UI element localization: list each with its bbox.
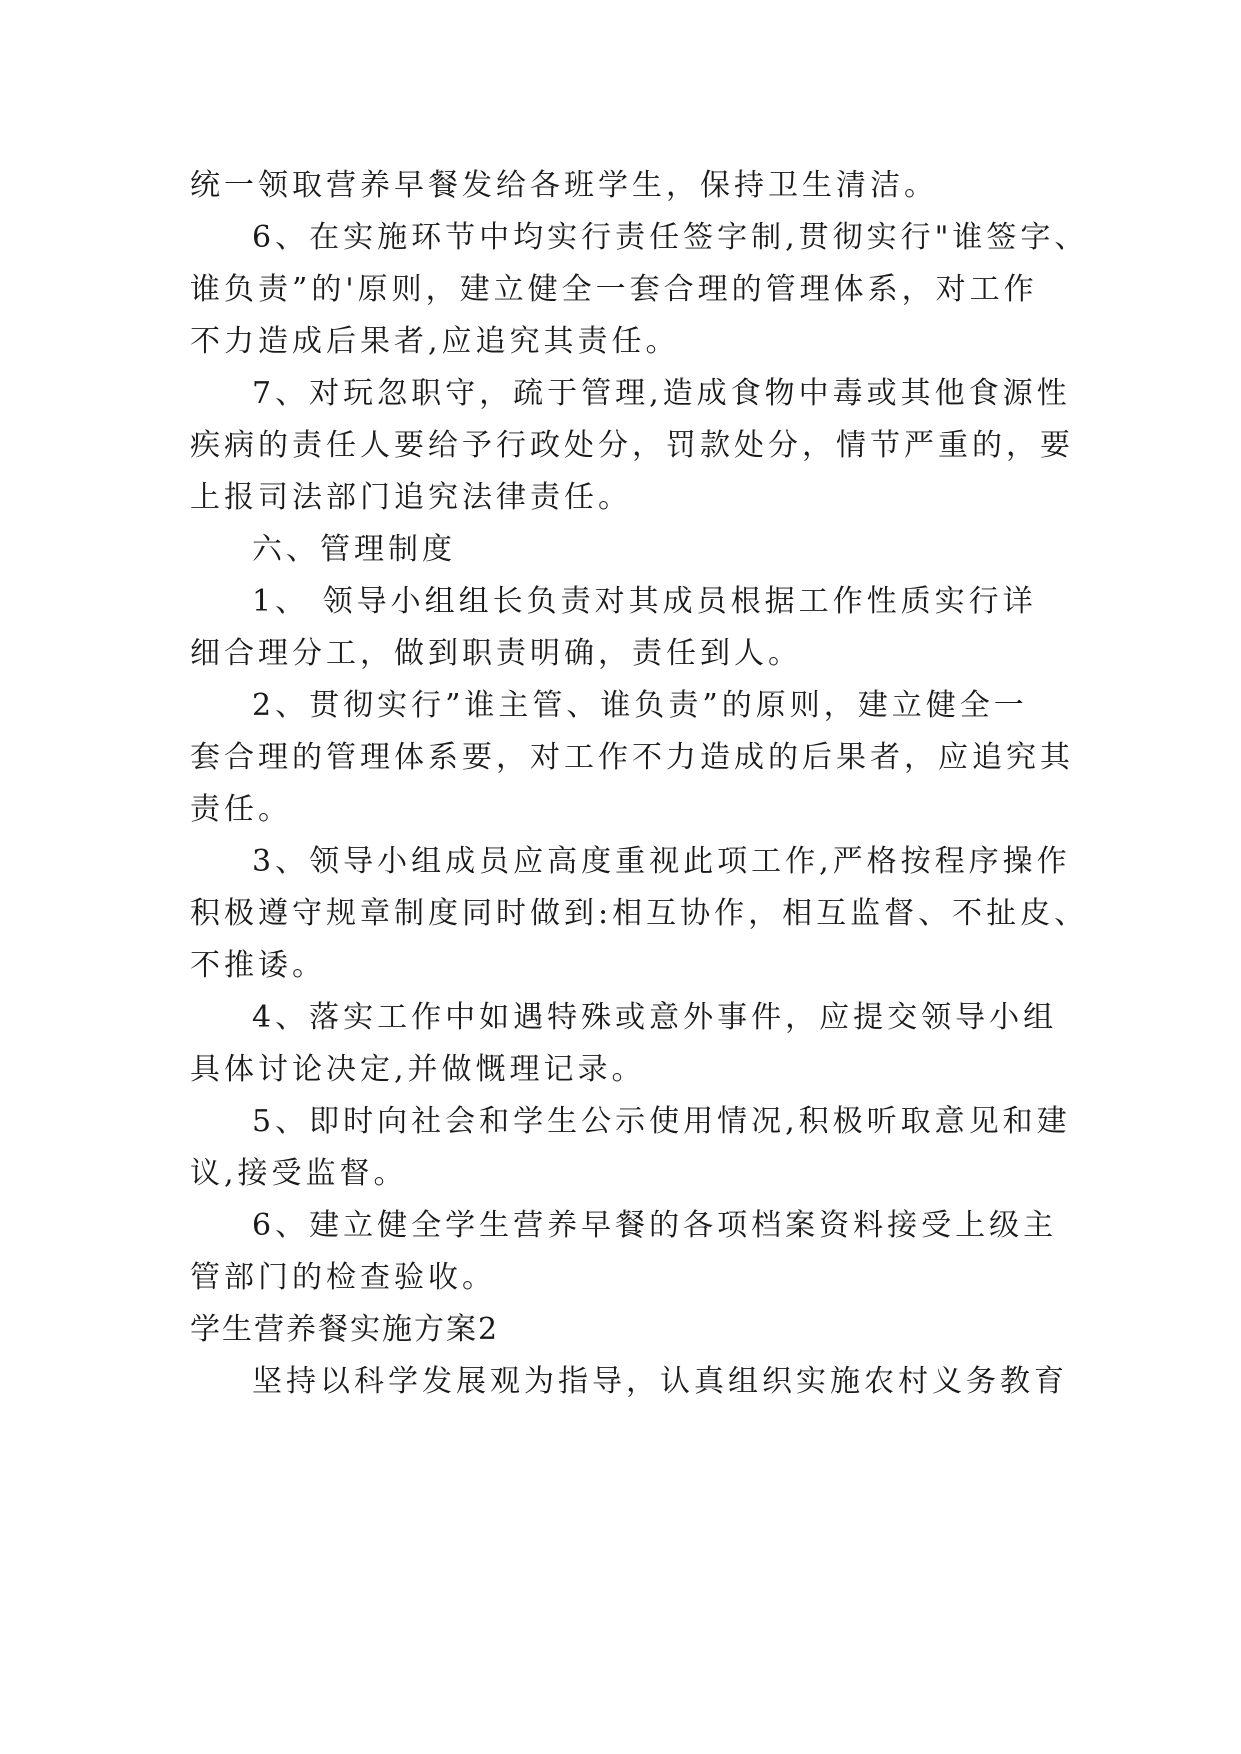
text-line: 统一领取营养早餐发给各班学生，保持卫生清洁。 — [190, 168, 938, 203]
text-line: 7、对玩忽职守，疏于管理,造成食物中毒或其他食源性 — [252, 376, 1071, 411]
text-line: 积极遵守规章制度同时做到:相互协作，相互监督、不扯皮、 — [190, 896, 1089, 931]
text-line: 责任。 — [190, 792, 292, 827]
text-line: 疾病的责任人要给予行政处分，罚款处分，情节严重的，要 — [190, 428, 1074, 463]
text-line: 套合理的管理体系要，对工作不力造成的后果者，应追究其 — [190, 740, 1074, 775]
text-line: 不推诿。 — [190, 948, 326, 983]
text-line: 上报司法部门追究法律责任。 — [190, 480, 632, 515]
text-line: 管部门的检查验收。 — [190, 1260, 496, 1295]
text-line: 议,接受监督。 — [190, 1156, 408, 1191]
document-title: 学生营养餐实施方案2 — [190, 1312, 500, 1347]
text-line: 2、贯彻实行”谁主管、谁负责”的原则，建立健全一 — [252, 688, 1028, 723]
text-line: 谁负责”的'原则，建立健全一套合理的管理体系，对工作 — [190, 272, 1038, 307]
text-line: 细合理分工，做到职责明确，责任到人。 — [190, 636, 802, 671]
text-line: 3、领导小组成员应高度重视此项工作,严格按程序操作 — [252, 844, 1071, 879]
text-line: 6、建立健全学生营养早餐的各项档案资料接受上级主 — [252, 1208, 1058, 1243]
text-line: 具体讨论决定,并做慨理记录。 — [190, 1052, 646, 1087]
document-body — [190, 160, 1089, 1408]
text-line: 5、即时向社会和学生公示使用情况,积极听取意见和建 — [252, 1104, 1071, 1139]
text-line: 4、落实工作中如遇特殊或意外事件，应提交领导小组 — [252, 1000, 1058, 1035]
text-line: 1、 领导小组组长负责对其成员根据工作性质实行详 — [252, 584, 1037, 619]
section-heading: 六、管理制度 — [252, 532, 456, 567]
text-line: 6、在实施环节中均实行责任签字制,贯彻实行"谁签字、 — [252, 220, 1089, 255]
text-line: 坚持以科学发展观为指导，认真组织实施农村义务教育 — [252, 1364, 1068, 1399]
text-line: 不力造成后果者,应追究其责任。 — [190, 324, 680, 359]
